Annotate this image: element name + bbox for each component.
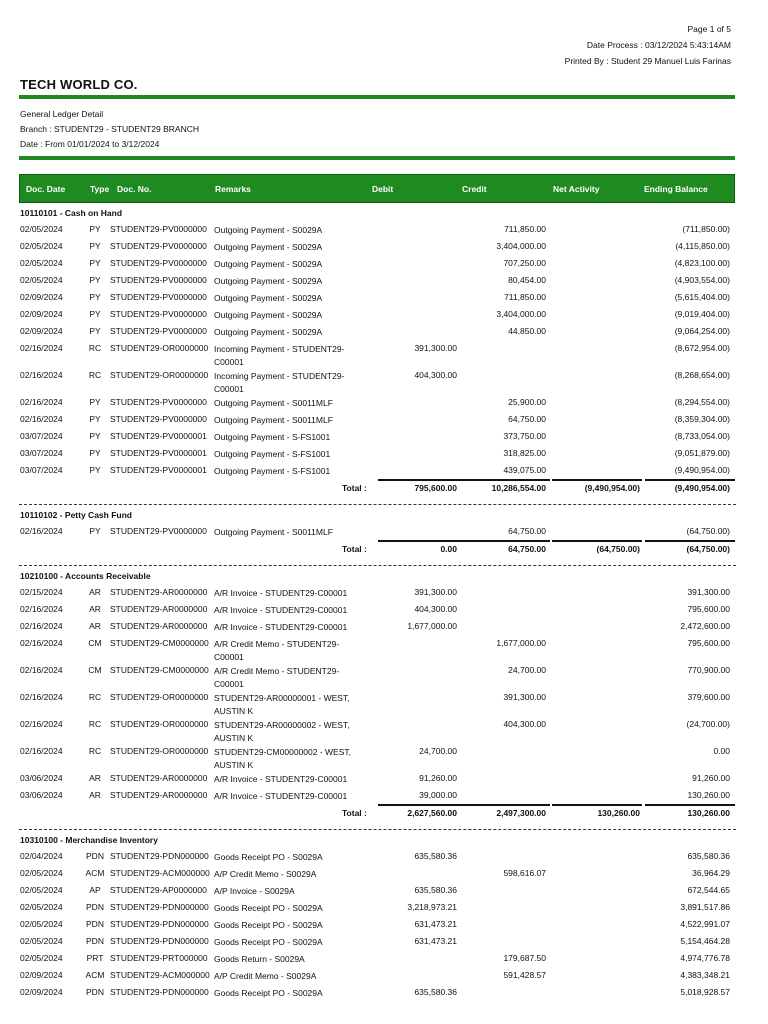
table-row <box>0 462 768 479</box>
debit-amount: 635,580.36 <box>414 885 457 895</box>
credit-amount: 591,428.57 <box>503 970 546 980</box>
doc-date: 02/05/2024 <box>20 953 63 963</box>
doc-type: PY <box>89 241 101 251</box>
total-ending-balance: (9,490,954.00) <box>674 483 730 493</box>
ending-balance: 5,018,928.57 <box>680 987 730 997</box>
doc-number: STUDENT29-PDN000000 <box>110 936 209 946</box>
credit-amount: 711,850.00 <box>504 292 546 302</box>
total-row <box>0 540 768 560</box>
doc-type: PY <box>89 275 101 285</box>
table-row <box>0 445 768 462</box>
credit-amount: 25,900.00 <box>508 397 546 407</box>
doc-number: STUDENT29-OR0000000 <box>110 746 209 756</box>
remarks: Goods Receipt PO - S0029A <box>214 937 323 947</box>
report-title: General Ledger Detail <box>20 109 104 119</box>
doc-number: STUDENT29-PV0000000 <box>110 414 207 424</box>
doc-type: PY <box>89 292 101 302</box>
doc-number: STUDENT29-AR0000000 <box>110 621 208 631</box>
total-debit: 2,627,560.00 <box>407 808 457 818</box>
total-credit: 64,750.00 <box>508 544 546 554</box>
account-header <box>0 508 768 523</box>
doc-number: STUDENT29-PV0000000 <box>110 258 207 268</box>
remarks: Goods Receipt PO - S0029A <box>214 903 323 913</box>
date-process: Date Process : 03/12/2024 5:43:14AM <box>586 40 731 50</box>
doc-type: PY <box>89 224 101 234</box>
doc-number: STUDENT29-AP0000000 <box>110 885 207 895</box>
ending-balance: (8,268,654.00) <box>674 370 730 380</box>
doc-number: STUDENT29-PV0000001 <box>110 431 207 441</box>
remarks: Goods Receipt PO - S0029A <box>214 920 323 930</box>
doc-number: STUDENT29-ACM000000 <box>110 868 210 878</box>
total-underline <box>378 479 466 481</box>
doc-number: STUDENT29-AR0000000 <box>110 790 208 800</box>
table-row <box>0 933 768 950</box>
table-row <box>0 394 768 411</box>
doc-number: STUDENT29-PV0000000 <box>110 526 207 536</box>
doc-type: PDN <box>86 936 104 946</box>
doc-date: 02/05/2024 <box>20 936 63 946</box>
table-row <box>0 984 768 1001</box>
section-separator <box>0 824 768 833</box>
remarks: Outgoing Payment - S-FS1001 <box>214 466 331 476</box>
credit-amount: 598,616.07 <box>503 868 546 878</box>
doc-date: 02/16/2024 <box>20 604 63 614</box>
remarks: Outgoing Payment - S0011MLF <box>214 415 333 425</box>
table-row <box>0 289 768 306</box>
table-row <box>0 601 768 618</box>
ending-balance: 391,300.00 <box>687 587 730 597</box>
debit-amount: 1,677,000.00 <box>407 621 457 631</box>
remarks: Outgoing Payment - S0029A <box>214 310 323 320</box>
ending-balance: (4,115,850.00) <box>675 241 730 251</box>
remarks: Goods Receipt PO - S0029A <box>214 988 323 998</box>
total-underline <box>378 540 466 542</box>
header-divider <box>19 95 735 99</box>
total-underline <box>465 479 550 481</box>
credit-amount: 3,404,000.00 <box>496 309 546 319</box>
total-underline <box>552 479 642 481</box>
ending-balance: 3,891,517.86 <box>680 902 730 912</box>
ending-balance: (4,823,100.00) <box>674 258 730 268</box>
doc-date: 02/05/2024 <box>20 868 63 878</box>
section-separator <box>0 560 768 569</box>
debit-amount: 631,473.21 <box>414 936 457 946</box>
ending-balance: 4,383,348.21 <box>680 970 730 980</box>
table-row <box>0 584 768 601</box>
account-title: 10110101 - Cash on Hand <box>20 208 123 218</box>
credit-amount: 318,825.00 <box>503 448 546 458</box>
credit-amount: 179,687.50 <box>503 953 546 963</box>
doc-date: 02/04/2024 <box>20 851 63 861</box>
ending-balance: 672,544.65 <box>687 885 730 895</box>
remarks: STUDENT29-CM00000002 - WEST, AUSTIN K <box>214 747 351 770</box>
table-row <box>0 340 768 367</box>
credit-amount: 44,850.00 <box>508 326 546 336</box>
remarks: Outgoing Payment - S0029A <box>214 242 323 252</box>
credit-amount: 1,677,000.00 <box>496 638 546 648</box>
table-row <box>0 428 768 445</box>
table-row <box>0 306 768 323</box>
total-row <box>0 804 768 824</box>
account-title: 10110102 - Petty Cash Fund <box>20 510 132 520</box>
doc-number: STUDENT29-PV0000000 <box>110 326 207 336</box>
debit-amount: 391,300.00 <box>414 587 457 597</box>
debit-amount: 635,580.36 <box>414 987 457 997</box>
account-header <box>0 206 768 221</box>
total-credit: 10,286,554.00 <box>491 483 546 493</box>
table-row <box>0 967 768 984</box>
doc-type: PDN <box>86 902 104 912</box>
total-ending-balance: 130,260.00 <box>687 808 730 818</box>
table-row <box>0 716 768 743</box>
debit-amount: 39,000.00 <box>419 790 457 800</box>
doc-type: PY <box>89 465 101 475</box>
debit-amount: 3,218,973.21 <box>407 902 457 912</box>
total-debit: 795,600.00 <box>414 483 457 493</box>
ending-balance: 795,600.00 <box>687 638 730 648</box>
table-row <box>0 523 768 540</box>
ending-balance: 130,260.00 <box>687 790 730 800</box>
doc-date: 02/16/2024 <box>20 638 63 648</box>
ending-balance: 0.00 <box>713 746 730 756</box>
table-row <box>0 618 768 635</box>
doc-date: 02/05/2024 <box>20 224 63 234</box>
total-credit: 2,497,300.00 <box>496 808 546 818</box>
total-row <box>0 479 768 499</box>
table-row <box>0 848 768 865</box>
col-doc-no: Doc. No. <box>117 184 152 194</box>
ending-balance: 36,964.29 <box>692 868 730 878</box>
doc-date: 02/16/2024 <box>20 414 63 424</box>
remarks: Outgoing Payment - S0011MLF <box>214 398 333 408</box>
info-divider <box>19 156 735 160</box>
col-debit: Debit <box>372 184 394 194</box>
doc-number: STUDENT29-OR0000000 <box>110 370 209 380</box>
remarks: Outgoing Payment - S0029A <box>214 293 323 303</box>
doc-number: STUDENT29-PV0000000 <box>110 292 207 302</box>
ending-balance: (9,064,254.00) <box>674 326 730 336</box>
total-underline <box>552 540 642 542</box>
remarks: Outgoing Payment - S0029A <box>214 327 323 337</box>
debit-amount: 404,300.00 <box>414 604 457 614</box>
doc-number: STUDENT29-PV0000000 <box>110 275 207 285</box>
doc-type: ACM <box>85 970 105 980</box>
remarks: A/R Invoice - STUDENT29-C00001 <box>214 588 348 598</box>
doc-number: STUDENT29-AR0000000 <box>110 604 208 614</box>
doc-date: 02/16/2024 <box>20 343 63 353</box>
branch-info: Branch : STUDENT29 - STUDENT29 BRANCH <box>20 124 200 134</box>
col-net-activity: Net Activity <box>553 184 600 194</box>
table-row <box>0 662 768 689</box>
doc-number: STUDENT29-PDN000000 <box>110 919 209 929</box>
remarks: Incoming Payment - STUDENT29-C00001 <box>214 371 345 394</box>
ending-balance: (711,850.00) <box>682 224 730 234</box>
table-row <box>0 255 768 272</box>
ending-balance: (24,700.00) <box>686 719 730 729</box>
doc-date: 02/16/2024 <box>20 370 63 380</box>
debit-amount: 91,260.00 <box>419 773 457 783</box>
doc-type: PY <box>89 431 101 441</box>
ending-balance: 795,600.00 <box>687 604 730 614</box>
doc-date: 02/16/2024 <box>20 621 63 631</box>
ending-balance: (9,051,879.00) <box>674 448 730 458</box>
debit-amount: 635,580.36 <box>414 851 457 861</box>
remarks: Incoming Payment - STUDENT29-C00001 <box>214 344 345 367</box>
doc-date: 02/16/2024 <box>20 526 63 536</box>
table-row <box>0 865 768 882</box>
doc-date: 02/09/2024 <box>20 987 63 997</box>
doc-date: 03/07/2024 <box>20 465 63 475</box>
doc-number: STUDENT29-PV0000001 <box>110 465 207 475</box>
total-net-activity: 130,260.00 <box>597 808 640 818</box>
remarks: Outgoing Payment - S-FS1001 <box>214 432 331 442</box>
doc-number: STUDENT29-PV0000001 <box>110 448 207 458</box>
doc-date: 02/16/2024 <box>20 397 63 407</box>
doc-date: 03/06/2024 <box>20 790 63 800</box>
doc-type: AP <box>89 885 101 895</box>
total-label: Total : <box>342 483 367 493</box>
doc-date: 03/07/2024 <box>20 431 63 441</box>
table-row <box>0 787 768 804</box>
table-row <box>0 272 768 289</box>
ending-balance: 2,472,600.00 <box>680 621 730 631</box>
credit-amount: 64,750.00 <box>508 526 546 536</box>
credit-amount: 3,404,000.00 <box>496 241 546 251</box>
remarks: A/P Credit Memo - S0029A <box>214 869 317 879</box>
ending-balance: (4,903,554.00) <box>674 275 730 285</box>
doc-date: 03/07/2024 <box>20 448 63 458</box>
col-type: Type <box>90 184 110 194</box>
doc-number: STUDENT29-CM0000000 <box>110 638 209 648</box>
table-row <box>0 950 768 967</box>
ending-balance: 91,260.00 <box>692 773 730 783</box>
total-underline <box>465 540 550 542</box>
doc-type: PY <box>89 258 101 268</box>
doc-date: 03/06/2024 <box>20 773 63 783</box>
doc-type: PDN <box>86 919 104 929</box>
table-row <box>0 238 768 255</box>
doc-number: STUDENT29-PDN000000 <box>110 851 209 861</box>
remarks: Outgoing Payment - S0029A <box>214 259 323 269</box>
account-title: 10310100 - Merchandise Inventory <box>20 835 158 845</box>
total-underline <box>552 804 642 806</box>
ending-balance: (8,672,954.00) <box>674 343 730 353</box>
doc-date: 02/16/2024 <box>20 692 63 702</box>
doc-number: STUDENT29-PRT000000 <box>110 953 208 963</box>
table-row <box>0 411 768 428</box>
remarks: A/R Invoice - STUDENT29-C00001 <box>214 774 348 784</box>
total-underline <box>645 479 735 481</box>
doc-date: 02/05/2024 <box>20 919 63 929</box>
table-row <box>0 221 768 238</box>
credit-amount: 707,250.00 <box>503 258 546 268</box>
credit-amount: 80,454.00 <box>508 275 546 285</box>
remarks: Outgoing Payment - S0029A <box>214 225 323 235</box>
table-row <box>0 770 768 787</box>
table-row <box>0 743 768 770</box>
total-underline <box>645 540 735 542</box>
debit-amount: 404,300.00 <box>414 370 457 380</box>
debit-amount: 24,700.00 <box>419 746 457 756</box>
remarks: STUDENT29-AR00000001 - WEST, AUSTIN K <box>214 693 350 716</box>
doc-number: STUDENT29-PV0000000 <box>110 397 207 407</box>
account-header <box>0 569 768 584</box>
doc-date: 02/05/2024 <box>20 258 63 268</box>
doc-date: 02/09/2024 <box>20 326 63 336</box>
doc-date: 02/05/2024 <box>20 241 63 251</box>
doc-type: ACM <box>85 868 105 878</box>
printed-by: Printed By : Student 29 Manuel Luis Farinas <box>564 56 731 66</box>
total-underline <box>378 804 466 806</box>
doc-date: 02/05/2024 <box>20 902 63 912</box>
debit-amount: 391,300.00 <box>414 343 457 353</box>
doc-type: RC <box>88 370 102 380</box>
doc-number: STUDENT29-OR0000000 <box>110 343 209 353</box>
table-row <box>0 882 768 899</box>
ending-balance: 5,154,464.28 <box>680 936 730 946</box>
doc-number: STUDENT29-PV0000000 <box>110 309 207 319</box>
doc-type: RC <box>88 719 102 729</box>
ending-balance: (8,733,054.00) <box>674 431 730 441</box>
remarks: STUDENT29-AR00000002 - WEST, AUSTIN K <box>214 720 350 743</box>
total-underline <box>645 804 735 806</box>
doc-date: 02/16/2024 <box>20 719 63 729</box>
doc-type: CM <box>88 665 102 675</box>
doc-date: 02/05/2024 <box>20 275 63 285</box>
remarks: A/R Credit Memo - STUDENT29-C00001 <box>214 666 340 689</box>
doc-type: AR <box>89 604 101 614</box>
table-row <box>0 367 768 394</box>
ending-balance: (5,615,404.00) <box>674 292 730 302</box>
doc-type: RC <box>88 343 102 353</box>
remarks: Goods Return - S0029A <box>214 954 305 964</box>
remarks: Outgoing Payment - S-FS1001 <box>214 449 331 459</box>
doc-number: STUDENT29-PDN000000 <box>110 902 209 912</box>
doc-type: PY <box>89 326 101 336</box>
company-name: TECH WORLD CO. <box>20 77 138 92</box>
doc-number: STUDENT29-PV0000000 <box>110 241 207 251</box>
col-remarks: Remarks <box>215 184 251 194</box>
credit-amount: 24,700.00 <box>508 665 546 675</box>
col-credit: Credit <box>462 184 487 194</box>
doc-date: 02/09/2024 <box>20 292 63 302</box>
doc-date: 02/15/2024 <box>20 587 63 597</box>
credit-amount: 439,075.00 <box>503 465 546 475</box>
ending-balance: 770,900.00 <box>687 665 730 675</box>
section-separator <box>0 499 768 508</box>
doc-type: PY <box>89 526 101 536</box>
total-debit: 0.00 <box>440 544 457 554</box>
total-ending-balance: (64,750.00) <box>686 544 730 554</box>
ending-balance: (64,750.00) <box>686 526 730 536</box>
ending-balance: (9,019,404.00) <box>674 309 730 319</box>
doc-number: STUDENT29-PDN000000 <box>110 987 209 997</box>
total-net-activity: (64,750.00) <box>596 544 640 554</box>
doc-number: STUDENT29-OR0000000 <box>110 719 209 729</box>
total-net-activity: (9,490,954.00) <box>584 483 640 493</box>
doc-type: AR <box>89 621 101 631</box>
doc-type: PY <box>89 414 101 424</box>
doc-date: 02/09/2024 <box>20 309 63 319</box>
ending-balance: (8,359,304.00) <box>674 414 730 424</box>
doc-type: CM <box>88 638 102 648</box>
ending-balance: 379,600.00 <box>687 692 730 702</box>
remarks: A/R Invoice - STUDENT29-C00001 <box>214 791 348 801</box>
table-row <box>0 899 768 916</box>
doc-date: 02/16/2024 <box>20 746 63 756</box>
doc-date: 02/16/2024 <box>20 665 63 675</box>
remarks: A/R Invoice - STUDENT29-C00001 <box>214 622 348 632</box>
remarks: Goods Receipt PO - S0029A <box>214 852 323 862</box>
ending-balance: (9,490,954.00) <box>674 465 730 475</box>
doc-type: PDN <box>86 851 104 861</box>
ending-balance: 635,580.36 <box>687 851 730 861</box>
remarks: A/R Invoice - STUDENT29-C00001 <box>214 605 348 615</box>
doc-date: 02/09/2024 <box>20 970 63 980</box>
total-label: Total : <box>342 808 367 818</box>
credit-amount: 373,750.00 <box>503 431 546 441</box>
table-row <box>0 323 768 340</box>
date-range: Date : From 01/01/2024 to 3/12/2024 <box>20 139 160 149</box>
col-ending-balance: Ending Balance <box>644 184 708 194</box>
remarks: A/P Invoice - S0029A <box>214 886 295 896</box>
table-row <box>0 689 768 716</box>
debit-amount: 631,473.21 <box>414 919 457 929</box>
remarks: A/P Credit Memo - S0029A <box>214 971 317 981</box>
credit-amount: 711,850.00 <box>504 224 546 234</box>
doc-type: PY <box>89 397 101 407</box>
doc-type: AR <box>89 587 101 597</box>
ending-balance: 4,522,991.07 <box>680 919 730 929</box>
page-number: Page 1 of 5 <box>687 24 731 34</box>
doc-type: PY <box>89 309 101 319</box>
remarks: Outgoing Payment - S0011MLF <box>214 527 333 537</box>
credit-amount: 404,300.00 <box>503 719 546 729</box>
doc-number: STUDENT29-AR0000000 <box>110 587 208 597</box>
doc-number: STUDENT29-AR0000000 <box>110 773 208 783</box>
doc-type: RC <box>88 746 102 756</box>
credit-amount: 64,750.00 <box>508 414 546 424</box>
doc-number: STUDENT29-ACM000000 <box>110 970 210 980</box>
ending-balance: 4,974,776.78 <box>680 953 730 963</box>
ending-balance: (8,294,554.00) <box>674 397 730 407</box>
column-header <box>19 174 735 203</box>
doc-number: STUDENT29-PV0000000 <box>110 224 207 234</box>
doc-type: AR <box>89 790 101 800</box>
doc-number: STUDENT29-OR0000000 <box>110 692 209 702</box>
account-header <box>0 833 768 848</box>
doc-date: 02/05/2024 <box>20 885 63 895</box>
col-doc-date: Doc. Date <box>26 184 66 194</box>
account-title: 10210100 - Accounts Receivable <box>20 571 151 581</box>
ledger-body <box>0 206 768 1001</box>
doc-type: PRT <box>86 953 104 963</box>
doc-type: RC <box>88 692 102 702</box>
doc-type: AR <box>89 773 101 783</box>
remarks: Outgoing Payment - S0029A <box>214 276 323 286</box>
table-row <box>0 916 768 933</box>
credit-amount: 391,300.00 <box>503 692 546 702</box>
doc-number: STUDENT29-CM0000000 <box>110 665 209 675</box>
total-underline <box>465 804 550 806</box>
remarks: A/R Credit Memo - STUDENT29-C00001 <box>214 639 340 662</box>
table-row <box>0 635 768 662</box>
doc-type: PY <box>89 448 101 458</box>
doc-type: PDN <box>86 987 104 997</box>
total-label: Total : <box>342 544 367 554</box>
